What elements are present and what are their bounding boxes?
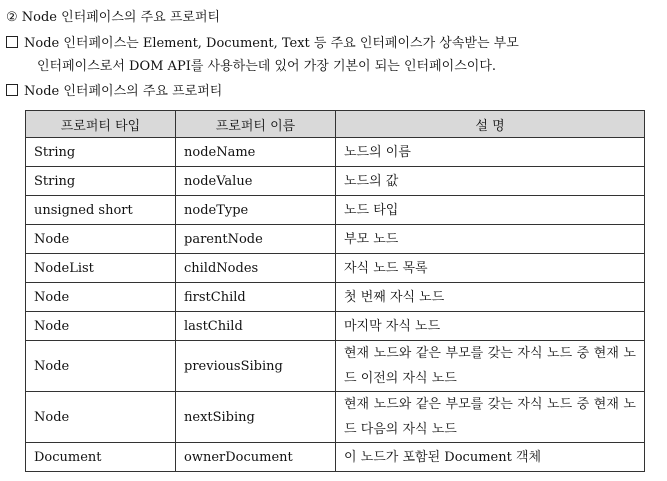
cell-name: nodeValue: [176, 167, 336, 196]
cell-description: 노드의 이름: [336, 138, 645, 167]
checkbox-bullet-icon: [6, 84, 18, 96]
cell-name: nodeType: [176, 196, 336, 225]
table-row: [26, 167, 645, 196]
cell-description: 자식 노드 목록: [336, 254, 645, 283]
checkbox-bullet-icon: [6, 36, 18, 48]
cell-description: 첫 번째 자식 노드: [336, 283, 645, 312]
table-row: [26, 392, 645, 443]
table-row: [26, 283, 645, 312]
paragraph-line-2: 인터페이스로서 DOM API를 사용하는데 있어 가장 기본이 되는 인터페이스이다.: [37, 59, 497, 74]
cell-description: 노드의 값: [336, 167, 645, 196]
table-row: [26, 196, 645, 225]
table-row: [26, 254, 645, 283]
cell-description: 노드 타입: [336, 196, 645, 225]
cell-description: 부모 노드: [336, 225, 645, 254]
subheading: [6, 80, 222, 99]
header-type: 프로퍼티 타입: [26, 111, 176, 138]
cell-type: Node: [26, 392, 176, 443]
properties-table: [25, 110, 645, 472]
header-description: 설 명: [336, 111, 645, 138]
cell-name: childNodes: [176, 254, 336, 283]
table-header-row: [26, 111, 645, 138]
paragraph-text-1: Node 인터페이스는 Element, Document, Text 등 주요 인터페이스가 상속받는 부모: [24, 36, 519, 51]
section-heading: ② Node 인터페이스의 주요 프로퍼티: [6, 10, 221, 25]
table-row: [26, 341, 645, 392]
cell-description: 마지막 자식 노드: [336, 312, 645, 341]
cell-name: previousSibing: [176, 341, 336, 392]
cell-type: String: [26, 138, 176, 167]
cell-description: 이 노드가 포함된 Document 객체: [336, 443, 645, 472]
cell-description: 현재 노드와 같은 부모를 갖는 자식 노드 중 현재 노드 이전의 자식 노드: [336, 341, 645, 392]
table-row: [26, 138, 645, 167]
cell-type: unsigned short: [26, 196, 176, 225]
cell-type: Document: [26, 443, 176, 472]
cell-name: lastChild: [176, 312, 336, 341]
cell-name: nextSibing: [176, 392, 336, 443]
table-row: [26, 312, 645, 341]
cell-name: firstChild: [176, 283, 336, 312]
header-name: 프로퍼티 이름: [176, 111, 336, 138]
cell-type: Node: [26, 341, 176, 392]
cell-type: Node: [26, 283, 176, 312]
cell-type: NodeList: [26, 254, 176, 283]
cell-description: 현재 노드와 같은 부모를 갖는 자식 노드 중 현재 노드 다음의 자식 노드: [336, 392, 645, 443]
cell-type: String: [26, 167, 176, 196]
cell-type: Node: [26, 312, 176, 341]
table-row: [26, 225, 645, 254]
cell-name: ownerDocument: [176, 443, 336, 472]
cell-type: Node: [26, 225, 176, 254]
cell-name: parentNode: [176, 225, 336, 254]
cell-name: nodeName: [176, 138, 336, 167]
paragraph-line-1: [6, 32, 519, 51]
subheading-text: Node 인터페이스의 주요 프로퍼티: [24, 84, 223, 99]
table-row: [26, 443, 645, 472]
